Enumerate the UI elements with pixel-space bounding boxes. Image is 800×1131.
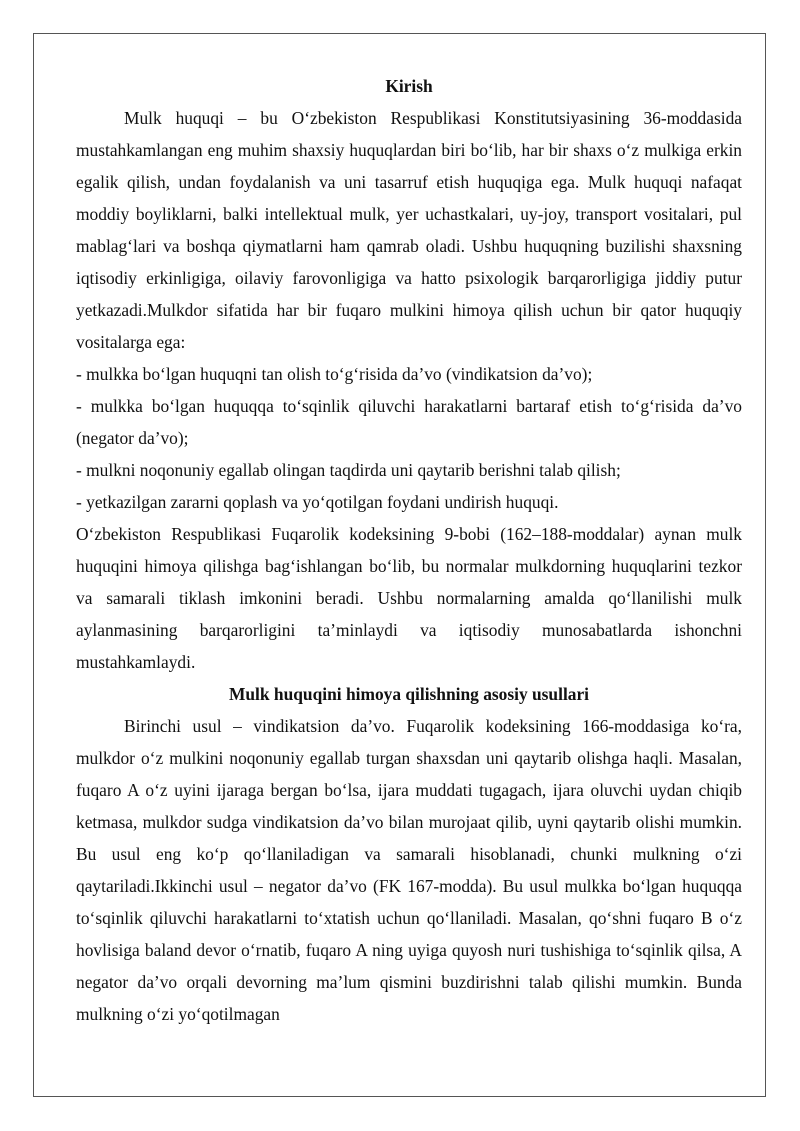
- page-title: Kirish: [385, 76, 433, 96]
- list-item: - mulkka bo‘lgan huquqqa to‘sqinlik qiluvchi harakatlarni bartaraf etish to‘g‘risida da’vo (negator da’vo);: [76, 396, 742, 448]
- section-heading: Mulk huquqini himoya qilishning asosiy usullari: [228, 684, 590, 704]
- intro-paragraph: Mulk huquqi – bu O‘zbekiston Respublikasi Konstitutsiyasining 36-moddasida mustahkamlangan eng muhim shaxsiy huquqlardan biri bo‘lib, har bir shaxs o‘z mulkiga erkin egalik qilish, undan foydalanish va uni tasarruf etish huquqiga ega. Mulk huquqi nafaqat moddiy boyliklarni, balki intellektual mulk, yer uchastkalari, uy-joy, transport vositalari, pul mablag‘lari va boshqa qiymatlarni ham qamrab oladi. Ushbu huquqning buzilishi shaxsning iqtisodiy erkinligiga, oilaviy farovonligiga va hatto psixologik barqarorligiga jiddiy putur yetkazadi.Mulkdor sifatida har bir fuqaro mulkini himoya qilish uchun bir qator huquqiy vositalarga ega:: [76, 108, 742, 352]
- code-paragraph: O‘zbekiston Respublikasi Fuqarolik kodeksining 9-bobi (162–188-moddalar) aynan mulk huquqini himoya qilishga bag‘ishlangan bo‘lib, bu normalar mulkdorning huquqlarini tezkor va samarali tiklash imkonini beradi. Ushbu normalarning amalda qo‘llanilishi mulk aylanmasining barqarorligini ta’minlaydi va iqtisodiy munosabatlarda ishonchni mustahkamlaydi.: [76, 524, 742, 672]
- list-item: - mulkka bo‘lgan huquqni tan olish to‘g‘risida da’vo (vindikatsion da’vo);: [76, 364, 593, 384]
- list-item: - mulkni noqonuniy egallab olingan taqdirda uni qaytarib berishni talab qilish;: [76, 460, 621, 480]
- methods-paragraph: Birinchi usul – vindikatsion da’vo. Fuqarolik kodeksining 166-moddasiga ko‘ra, mulkdor o‘z mulkini noqonuniy egallab turgan shaxsdan uni qaytarib olishga haqli. Masalan, fuqaro A o‘z uyini ijaraga bergan bo‘lsa, ijara muddati tugagach, ijara oluvchi uydan chiqib ketmasa, mulkdor sudga vindikatsion da’vo bilan murojaat qilib, uyni qaytarib olishi mumkin. Bu usul eng ko‘p qo‘llaniladigan va samarali hisoblanadi, chunki mulkning o‘zi qaytariladi.Ikkinchi usul – negator da’vo (FK 167-modda). Bu usul mulkka bo‘lgan huquqqa to‘sqinlik qiluvchi harakatlarni to‘xtatish uchun qo‘llaniladi. Masalan, qo‘shni fuqaro B o‘z hovlisiga baland devor o‘rnatib, fuqaro A ning uyiga quyosh nuri tushishiga to‘sqinlik qilsa, A negator da’vo orqali devorning ma’lum qismini buzdirishni talab qilishi mumkin. Bunda mulkning o‘zi yo‘qotilmagan: [76, 716, 742, 1024]
- document-body: [76, 70, 742, 1030]
- list-item: - yetkazilgan zararni qoplash va yo‘qotilgan foydani undirish huquqi.: [76, 492, 559, 512]
